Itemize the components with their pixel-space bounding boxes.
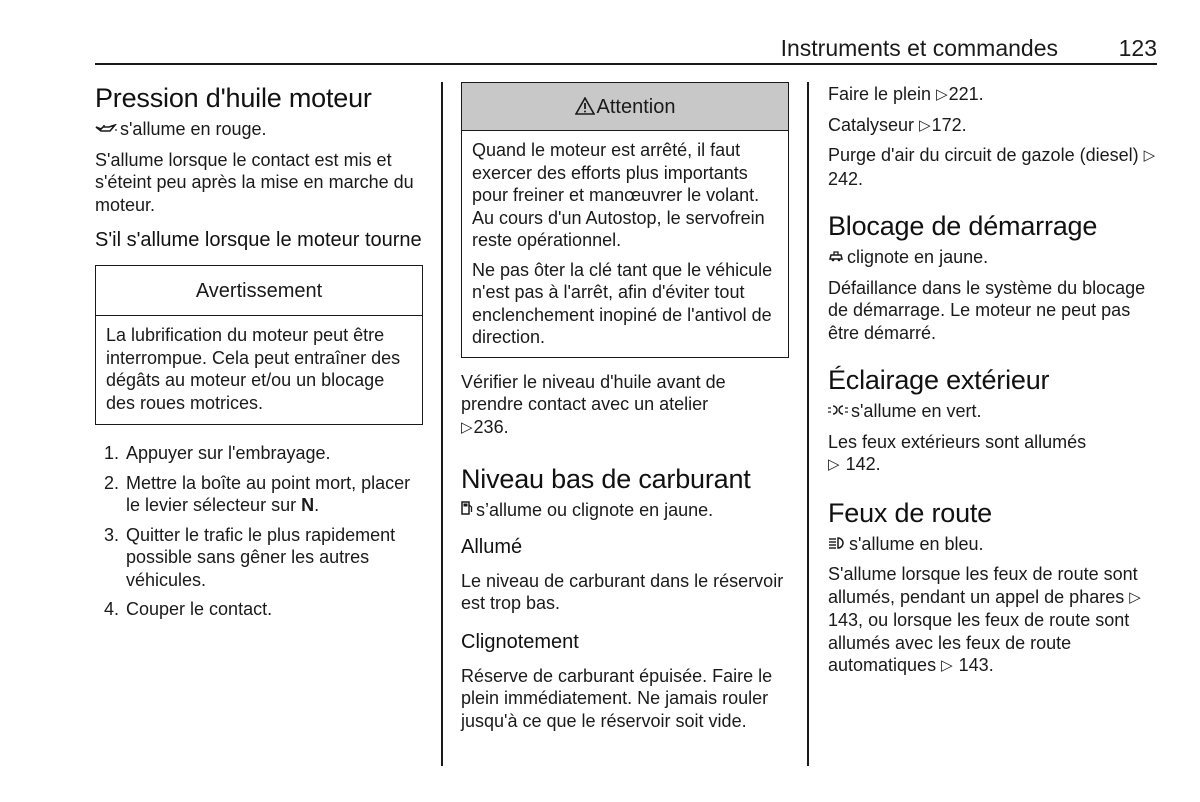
warning-text: La lubrification du moteur peut être interrompue. Cela peut entraîner des dégâts au moteur et/ou un blocage des roues motrices. (106, 325, 401, 413)
list-item: 3. Quitter le trafic le plus rapidement possible sans gêner les autres véhicules. (104, 524, 396, 590)
fuel-indicator-line (461, 499, 791, 523)
gear-letter: N (301, 495, 315, 515)
column-2 (461, 82, 791, 739)
immobilizer-text: clignote en jaune. (847, 247, 989, 267)
page-ref-icon: ▷ (461, 418, 473, 436)
section-title-oil-pressure: Pression d'huile moteur (95, 83, 372, 113)
attention-header (462, 83, 788, 131)
immobilizer-line (828, 246, 1158, 270)
flashing-paragraph: Réserve de carburant épuisée. Faire le plein immédiatement. Ne jamais rouler jusqu'à ce que le réservoir soit vide. (461, 665, 773, 731)
side-lights-icon (828, 401, 848, 424)
warning-box (95, 265, 423, 425)
immobilizer-paragraph: Défaillance dans le système du blocage de démarrage. Le moteur ne peut pas être démarré. (828, 277, 1146, 343)
oil-indicator-text: s'allume en rouge. (120, 119, 267, 139)
page-ref-icon: ▷ (919, 116, 931, 134)
ref-refuel: Faire le plein ▷221. (828, 83, 1158, 107)
exterior-lights-paragraph: Les feux extérieurs sont allumés ▷ 142. (828, 431, 1158, 477)
page-ref-icon: ▷ (936, 86, 948, 103)
column-1 (95, 82, 425, 628)
car-key-icon (828, 247, 844, 270)
attention-text-2: Ne pas ôter la clé tant que le véhicule n'est pas à l'arrêt, afin d'éviter tout enclenchement inopiné de l'antivol de direction. (472, 259, 773, 347)
section-title-high-beam: Feux de route (828, 497, 993, 528)
lit-paragraph: Le niveau de carburant dans le réservoir est trop bas. (461, 570, 784, 613)
page-number: 123 (1118, 35, 1157, 61)
fuel-indicator-text: s’allume ou clignote en jaune. (476, 500, 714, 520)
ref-catalyst: Catalyseur ▷172. (828, 114, 1158, 138)
page-ref[interactable]: 143, (828, 610, 864, 630)
page-ref-icon: ▷ (941, 657, 953, 674)
oil-paragraph: S'allume lorsque le contact est mis et s'éteint peu après la mise en marche du moteur. (95, 149, 414, 215)
column-divider-2 (807, 82, 809, 766)
subhead-engine-running: S'il s'allume lorsque le moteur tourne (95, 229, 422, 251)
page-ref-icon: ▷ (1143, 147, 1156, 164)
subhead-lit: Allumé (461, 535, 523, 558)
high-beam-icon (828, 534, 846, 557)
list-item: 4. Couper le contact. (104, 599, 273, 619)
ref-diesel-purge: Purge d'air du circuit de gazole (diesel) ▷242. (828, 145, 1156, 189)
exterior-lights-line (828, 400, 1158, 424)
oil-indicator-line (95, 118, 425, 142)
warning-body (96, 316, 422, 424)
page-ref[interactable]: 172. (931, 114, 967, 135)
list-item: 2. Mettre la boîte au point mort, placer le levier sélecteur sur N. (104, 472, 411, 515)
fuel-pump-icon (461, 500, 473, 523)
column-divider-1 (441, 82, 443, 766)
oil-check-paragraph: Vérifier le niveau d'huile avant de prendre contact avec un atelier ▷236. (461, 371, 791, 440)
list-item: 1. Appuyer sur l'embrayage. (104, 443, 331, 463)
high-beam-line (828, 533, 1158, 557)
chapter-title: Instruments et commandes (780, 35, 1058, 61)
attention-box (461, 82, 789, 358)
page-ref[interactable]: 143. (958, 655, 994, 675)
attention-title: Attention (596, 96, 676, 118)
page-ref[interactable]: 236. (473, 416, 509, 437)
exterior-lights-text: s'allume en vert. (851, 401, 982, 421)
page-ref-icon: ▷ (828, 456, 840, 473)
section-title-low-fuel: Niveau bas de carburant (461, 464, 751, 494)
page-ref[interactable]: 221. (948, 84, 984, 104)
page-ref[interactable]: 242. (828, 168, 864, 189)
page-ref-icon: ▷ (1129, 588, 1141, 606)
attention-text-1: Quand le moteur est arrêté, il faut exercer des efforts plus importants pour freiner et manœuvrer le volant. Au cours d'un Autostop, le servofrein reste opérationnel. (472, 140, 765, 250)
high-beam-paragraph: S'allume lorsque les feux de route sont allumés, pendant un appel de phares ▷ 143, ou lorsque les feux de route sont allumés avec les feux de route automatiques ▷ 143. (828, 563, 1158, 678)
header-divider (95, 63, 1157, 65)
warning-triangle-icon (575, 85, 595, 133)
column-3 (828, 83, 1158, 685)
section-title-immobilizer: Blocage de démarrage (828, 211, 1098, 241)
attention-body (462, 131, 788, 357)
warning-title: Avertissement (96, 266, 422, 316)
steps-list (95, 442, 425, 621)
page-ref[interactable]: 142. (845, 454, 881, 474)
section-title-exterior-lights: Éclairage extérieur (828, 365, 1050, 395)
high-beam-text: s'allume en bleu. (849, 533, 984, 554)
subhead-flashing: Clignotement (461, 630, 579, 653)
oil-can-icon (95, 119, 117, 142)
